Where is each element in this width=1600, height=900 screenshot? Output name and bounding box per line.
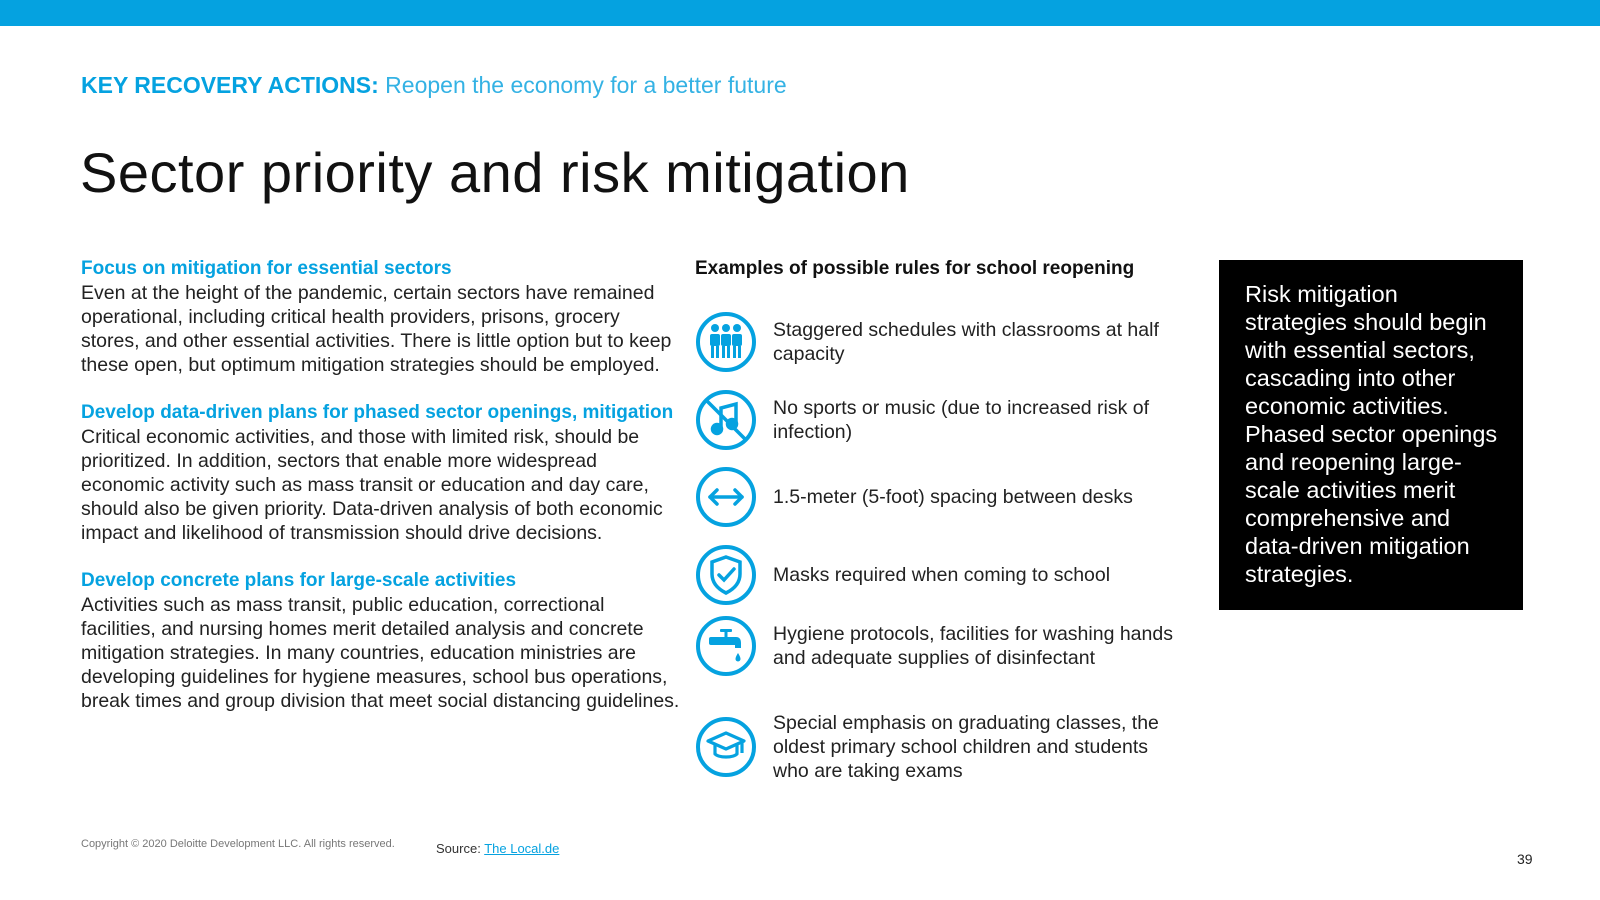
page-number: 39 <box>1517 851 1533 867</box>
section-body: Critical economic activities, and those with limited risk, should be prioritized. In addition, sectors that enable more widespread economic activity such as mass transit or education and day care, should also be given priority. Data-driven analysis of both economic impact and likelihood of transmission should drive decisions. <box>81 426 663 544</box>
top-accent-bar <box>0 0 1600 26</box>
callout-text: Risk mitigation strategies should begin with essential sectors, cascading into other economic activities. Phased sector openings and reopening large-scale activities merit comprehensive and data-driven mitigation strategies. <box>1245 281 1498 587</box>
section-phased-openings <box>81 401 681 545</box>
list-item <box>695 466 1185 528</box>
copyright: Copyright © 2020 Deloitte Development LLC. All rights reserved. <box>81 838 395 850</box>
list-item <box>695 544 1185 606</box>
list-item <box>695 615 1185 677</box>
source-label: Source: <box>436 841 481 856</box>
rules-heading: Examples of possible rules for school reopening <box>695 258 1135 279</box>
double-arrow-icon <box>695 466 757 528</box>
faucet-icon <box>695 615 757 677</box>
section-essential-sectors <box>81 257 681 377</box>
no-music-icon <box>695 389 757 451</box>
list-item <box>695 311 1185 373</box>
callout-box <box>1219 260 1523 610</box>
source-note <box>436 841 559 856</box>
rule-text: Masks required when coming to school <box>773 564 1111 586</box>
kicker-label: KEY RECOVERY ACTIONS: <box>81 72 379 98</box>
section-body: Activities such as mass transit, public education, correctional facilities, and nursing homes merit detailed analysis and concrete mitigation strategies. In many countries, education ministries are developing guidelines for hygiene measures, school bus operations, break times and group division that meet social distancing guidelines. <box>81 594 680 712</box>
rule-text: Special emphasis on graduating classes, the oldest primary school children and students who are taking exams <box>773 712 1159 782</box>
list-item <box>695 389 1185 451</box>
section-heading: Develop concrete plans for large-scale activities <box>81 570 517 591</box>
rule-text: Hygiene protocols, facilities for washing hands and adequate supplies of disinfectant <box>773 623 1173 669</box>
shield-check-icon <box>695 544 757 606</box>
section-body: Even at the height of the pandemic, certain sectors have remained operational, including critical health providers, prisons, grocery stores, and other essential activities. There is little option but to keep these open, but optimum mitigation strategies should be employed. <box>81 282 672 376</box>
kicker-subtitle: Reopen the economy for a better future <box>385 72 787 98</box>
left-column <box>81 257 681 737</box>
people-group-icon <box>695 311 757 373</box>
rule-text: No sports or music (due to increased risk of infection) <box>773 397 1150 443</box>
section-heading: Focus on mitigation for essential sectors <box>81 258 452 279</box>
section-large-scale <box>81 569 681 713</box>
rule-text: Staggered schedules with classrooms at half capacity <box>773 319 1159 365</box>
kicker <box>81 72 787 99</box>
rules-column <box>695 257 1185 782</box>
source-link[interactable]: The Local.de <box>484 841 560 856</box>
section-heading: Develop data-driven plans for phased sector openings, mitigation <box>81 402 674 423</box>
list-item <box>695 711 1185 783</box>
graduation-cap-icon <box>695 716 757 778</box>
page-title: Sector priority and risk mitigation <box>80 141 910 204</box>
rule-text: 1.5-meter (5-foot) spacing between desks <box>773 486 1133 508</box>
